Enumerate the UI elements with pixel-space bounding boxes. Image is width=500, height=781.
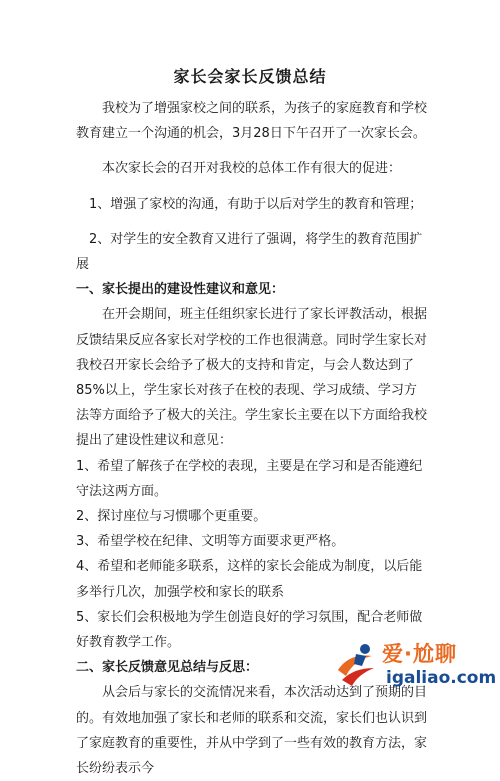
section-2-heading: 二、家长反馈意见总结与反思： xyxy=(76,660,259,676)
summary-lead: 本次家长会的召开对我校的总体工作有很大的促进： xyxy=(102,161,402,177)
section-1-item-5: 5、家长们会积极地为学生创造良好的学习氛围，配合老师做好教育教学工作。 xyxy=(76,609,423,651)
intro-paragraph: 我校为了增强家校之间的联系，为孩子的家庭教育和学校教育建立一个沟通的机会，3月28日下午召开了一次家长会。 xyxy=(76,101,428,142)
watermark-url: igaliao.com xyxy=(386,668,497,688)
section-1-intro: 在开会期间，班主任组织家长进行了家长评教活动，根据反馈结果反应各家长对学校的工作也很满意。同时学生家长对我校召开家长会给予了极大的支持和肯定，与会人数达到了85%以上，学生家长对孩子在校的表现、学习成绩、学习方法等方面给予了极大的关注。学生家长主要在以下方面给我校提出了建设性建议和意见： xyxy=(76,307,428,449)
section-1-heading: 一、家长提出的建设性建议和意见： xyxy=(76,282,285,298)
document-title: 家长会家长反馈总结 xyxy=(173,67,327,86)
summary-point-2: 2、对学生的安全教育又进行了强调，将学生的教育范围扩展 xyxy=(76,231,423,273)
section-1-item-4: 4、希望和老师能多联系，这样的家长会能成为制度，以后能多举行几次，加强学校和家长的联系 xyxy=(76,559,423,600)
section-2-text: 从会后与家长的交流情况来看，本次活动达到了预期的目的。有效地加强了家长和老师的联系和交流，家长们也认识到了家庭教育的重要性，并从中学到了一些有效的教育方法，家长纷纷表示今 xyxy=(76,685,428,777)
section-1-item-1: 1、希望了解孩子在学校的表现，主要是在学习和是否能遵纪守法这两方面。 xyxy=(76,458,423,499)
summary-point-1: 1、增强了家校的沟通，有助于以后对学生的教育和管理； xyxy=(89,196,423,212)
running-figure-icon xyxy=(332,640,380,688)
section-1-item-2: 2、探讨座位与习惯哪个更重要。 xyxy=(76,509,267,525)
site-watermark xyxy=(332,634,497,696)
watermark-chinese-name: 爱·尬聊 xyxy=(382,642,457,666)
section-1-item-3: 3、希望学校在纪律、文明等方面要求更严格。 xyxy=(76,534,345,550)
